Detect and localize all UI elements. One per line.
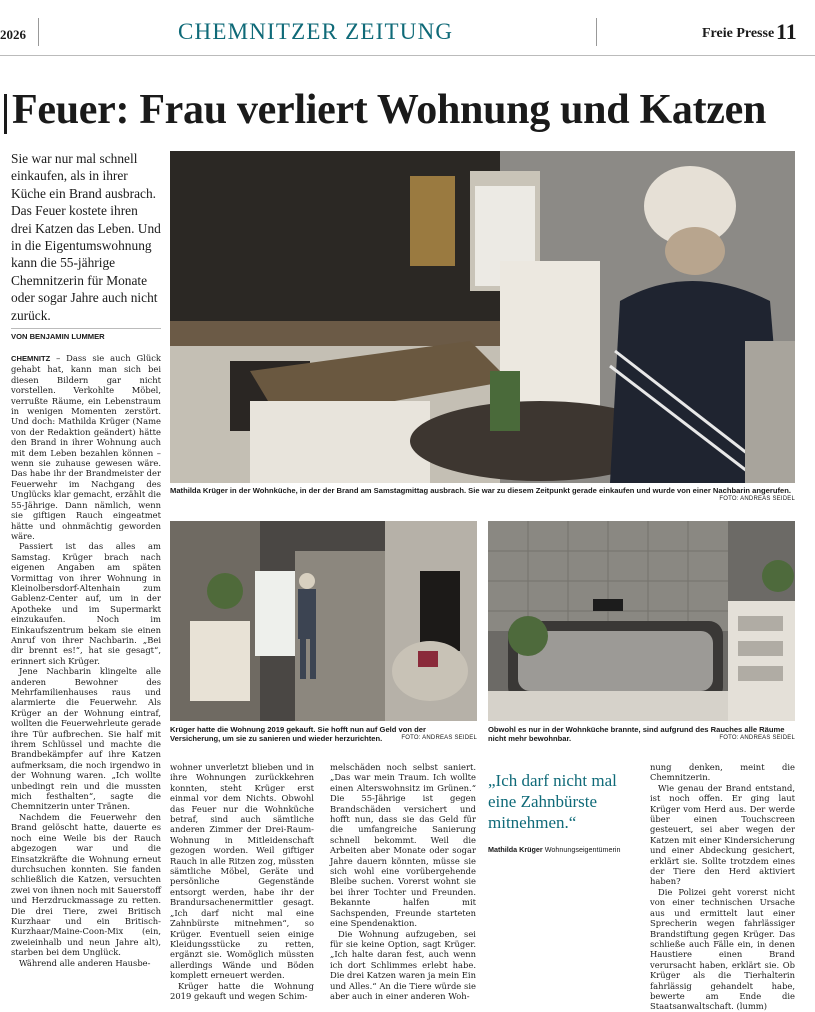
caption-text: Mathilda Krüger in der Wohnküche, in der der Brand am Samstagmittag ausbrach. Sie war zu diesem Zeitpunkt gerade einkaufen und wurde von einer Nachbarin angerufen. [170,486,791,495]
body-paragraph: Passiert ist das alles am Samstag. Krüger brach nach eigenen Angaben am späten Vormittag von ihrer Wohnung in Kleinolbersdorf-Altenhain zum Gablenz-Center auf, um in der Apotheke und im Supermarkt einzukaufen. Noch im Einkaufszentrum bekam sie einen Anruf von ihrer Nachbarin. „Bei dir brennt es!“, hat sie gesagt“, erinnert sich Krüger. [11,541,161,666]
hallway-photo-caption [170,725,477,744]
bathroom-photo-caption [488,725,795,744]
header-divider [38,18,39,46]
body-column-1 [11,353,161,968]
header-rule [0,55,815,56]
photo-credit: FOTO: ANDREAS SEIDEL [719,735,795,742]
kitchen-photo-caption [170,486,795,505]
photo-credit: FOTO: ANDREAS SEIDEL [719,496,795,503]
newspaper-section-title: CHEMNITZER ZEITUNG [178,19,454,44]
body-paragraph: Jene Nachbarin klingelte alle anderen Bewohner des Mehrfamilienhauses raus und alarmierte die Feuerwehr. Als Krüger an der Wohnung eintraf, wollten die Feuerwehrleute gerade ihre Tür aufbrechen. Sie half mit ihrem Schlüssel und machte die Brandbekämpfer auf ihre Katzen aufmerksam, die noch irgendwo in der Wohnung waren. „Ich wollte unbedingt rein und die mussten mich festhalten“, sagte die Chemnitzerin unter Tränen. [11,666,161,812]
body-paragraph: melschäden noch selbst saniert. „Das war mein Traum. Ich wollte einen Alterswohnsitz im Grünen.“ Die 55-Jährige ist gegen Brandschäden versichert und hofft nun, dass sie das Geld für die umfangreiche Sanierung schnell bekommt. Weil die Arbeiten aber Monate oder sogar Jahre dauern könnten, müsse sie sich wohl eine vorübergehende Bleibe suchen. Vorerst wohnt sie bei ihrer Tochter und Freunden. Bekannte halfen mit Sachspenden, Freunde starteten eine Spendenaktion. [330,762,476,929]
article-headline: Feuer: Frau verliert Wohnung und Katzen [12,87,767,133]
body-column-5 [650,762,795,1012]
issue-year: 2026 [0,27,26,42]
body-paragraph: Die Wohnung aufzugeben, sei für sie keine Option, sagt Krüger. „Ich halte daran fest, auch wenn ich dort Schlimmes erlebt habe. Die drei Katzen waren ja mein Ein und Alles.“ An die Tiere würde sie aber auch in einer anderen Woh- [330,928,476,1001]
body-column-2 [170,762,314,1001]
body-paragraph: – Dass sie auch Glück gehabt hat, kann man sich bei diesen Bildern gar nicht vorstellen. Verkohlte Möbel, verrußte Räume, ein Lebenstraum in wenigen Momenten zerstört. Und doch: Mathilda Krüger (Name von der Redaktion geändert) hätte den Brand in ihrer Wohnung auch mit dem Leben bezahlen können – wenn sie zuhause gewesen wäre. Das habe ihr der Brandmeister der Feuerwehr im Nachgang des Unglücks klar gemacht, erzählt die 55-Jährige. Dann nämlich, wenn sie giftigen Rauch eingeatmet hätte und ohnmächtig geworden wäre. [11,353,161,541]
bathroom-photo [488,521,795,721]
dateline: CHEMNITZ [11,354,51,363]
caption-text: Krüger hatte die Wohnung 2019 gekauft. Sie hofft nun auf Geld von der Versicherung, um sie zu sanieren und wieder herzurichten. [170,725,426,744]
body-column-3 [330,762,476,1001]
pull-quote-source [488,845,658,854]
pull-quote: „Ich darf nicht mal eine Zahnbürste mitnehmen.“ [488,771,617,832]
quote-name: Mathilda Krüger [488,845,543,854]
body-paragraph: Nachdem die Feuerwehr den Brand gelöscht hatte, dauerte es noch eine Weile bis der Rauch abgezogen war und die Einsatzkräfte die Wohnung erneut durchsuchen konnten. Sie fanden schließlich die Katzen, versuchten zwei von ihnen noch mit Sauerstoff und Herzdruckmassage zu retten. Die drei Tiere, zwei Britisch Kurzhaar und ein Britisch-Kurzhaar/Maine-Coon-Mix (ein, zweieinhalb und neun Jahre alt), starben bei dem Unglück. [11,811,161,958]
body-paragraph: wohner unverletzt blieben und in ihre Wohnungen zurückkehren konnten, steht Krüger erst einmal vor dem Nichts. Obwohl das Feuer nur die Wohnküche betraf, sind auch sämtliche anderen Zimmer der Drei-Raum-Wohnung in Mitleidenschaft gezogen worden. Weil giftiger Rauch in alle Ritzen zog, müssten sämtliche Möbel, Geräte und persönliche Gegenstände entsorgt werden, habe ihr der Brandursachenermittler gesagt. „Ich darf nicht mal eine Zahnbürste mitnehmen“, so Krüger. Eventuell seien einige Kleidungsstücke zu retten, ergänzt sie. Womöglich müssten allerdings Wände und Böden komplett erneuert werden. [170,762,314,981]
edition-name: Freie Presse [702,26,775,41]
header-divider [596,18,597,46]
page-number: 11 [776,19,797,44]
body-paragraph: Wie genau der Brand entstand, ist noch offen. Er ging laut Krüger vom Herd aus. Der werde über einen Touchscreen gesteuert, sei aber wegen der Katzen mit einer Kindersicherung und einer Abdeckung gesichert, erklärt sie. Sollte trotzdem eines der Tiere den Herd aktiviert haben? [650,782,795,887]
body-paragraph: Die Polizei geht vorerst nicht von einer technischen Ursache aus und ermittelt laut einer Sprecherin wegen fahrlässiger Brandstiftung gegen Krüger. Das schließe auch Fälle ein, in denen Haustiere einen Brand verursacht haben, erklärt sie. Ob Krüger als die Tierhalterin fahrlässig gehandelt habe, bewerte am Ende die Staatsanwaltschaft. (lumm) [650,886,795,1012]
body-paragraph: nung denken, meint die Chemnitzerin. [650,762,795,783]
body-paragraph: Während alle anderen Hausbe- [19,957,151,968]
article-byline: VON BENJAMIN LUMMER [11,328,161,341]
hallway-photo [170,521,477,721]
caption-text: Obwohl es nur in der Wohnküche brannte, sind aufgrund des Rauches alle Räume nicht mehr bewohnbar. [488,725,785,744]
headline-marker [4,94,7,134]
quote-role: Wohnungseigentümerin [544,845,621,854]
body-paragraph: Krüger hatte die Wohnung 2019 gekauft und wegen Schim- [170,980,314,1001]
kitchen-photo [170,151,795,483]
photo-credit: FOTO: ANDREAS SEIDEL [401,735,477,742]
article-lead: Sie war nur mal schnell einkaufen, als in ihrer Küche ein Brand ausbrach. Das Feuer kostete ihren drei Katzen das Leben. Und in die Eigentumswohnung kann die 55-jährige Chemnitzerin für Monate oder sogar Jahre auch nicht zurück. [11,151,161,323]
page-header [0,0,815,60]
